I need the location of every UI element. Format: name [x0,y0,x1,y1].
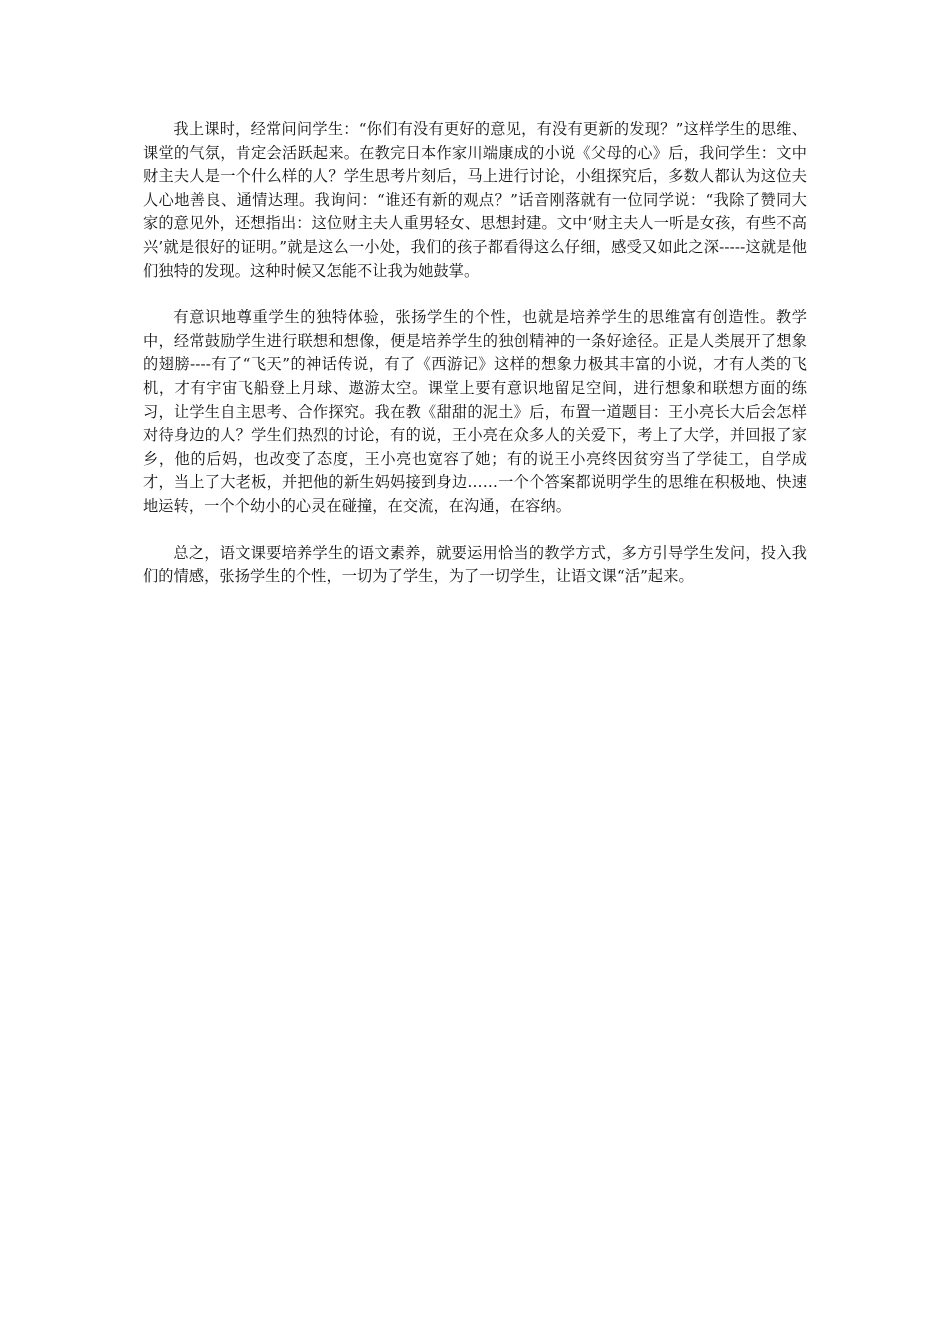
paragraph-2: 有意识地尊重学生的独特体验，张扬学生的个性，也就是培养学生的思维富有创造性。教学中，经常鼓励学生进行联想和想像，便是培养学生的独创精神的一条好途径。正是人类展开了想象的翅膀----有了“飞天”的神话传说，有了《西游记》这样的想象力极其丰富的小说，才有人类的飞机，才有宇宙飞船登上月球、遨游太空。课堂上要有意识地留足空间，进行想象和联想方面的练习，让学生自主思考、合作探究。我在教《甜甜的泥土》后，布置一道题目：王小亮长大后会怎样对待身边的人？学生们热烈的讨论，有的说，王小亮在众多人的关爱下，考上了大学，并回报了家乡，他的后妈，也改变了态度，王小亮也宽容了她；有的说王小亮终因贫穷当了学徒工，自学成才，当上了大老板，并把他的新生妈妈接到身边……一个个答案都说明学生的思维在积极地、快速地运转，一个个幼小的心灵在碰撞，在交流，在沟通，在容纳。 [143,308,807,515]
paragraph-1: 我上课时，经常问问学生：“你们有没有更好的意见，有没有更新的发现？”这样学生的思维、课堂的气氛，肯定会活跃起来。在教完日本作家川端康成的小说《父母的心》后，我问学生：文中财主夫人是一个什么样的人？学生思考片刻后，马上进行讨论，小组探究后，多数人都认为这位夫人心地善良、通情达理。我询问：“谁还有新的观点？”话音刚落就有一位同学说：“我除了赞同大家的意见外，还想指出：这位财主夫人重男轻女、思想封建。文中‘财主夫人一听是女孩，有些不高兴’就是很好的证明。”就是这么一小处，我们的孩子都看得这么仔细，感受又如此之深-----这就是他们独特的发现。这种时候又怎能不让我为她鼓掌。 [143,120,807,280]
paragraph-3: 总之，语文课要培养学生的语文素养，就要运用恰当的教学方式，多方引导学生发问，投入我们的情感，张扬学生的个性，一切为了学生，为了一切学生，让语文课“活”起来。 [143,543,807,586]
document-body [143,118,807,589]
